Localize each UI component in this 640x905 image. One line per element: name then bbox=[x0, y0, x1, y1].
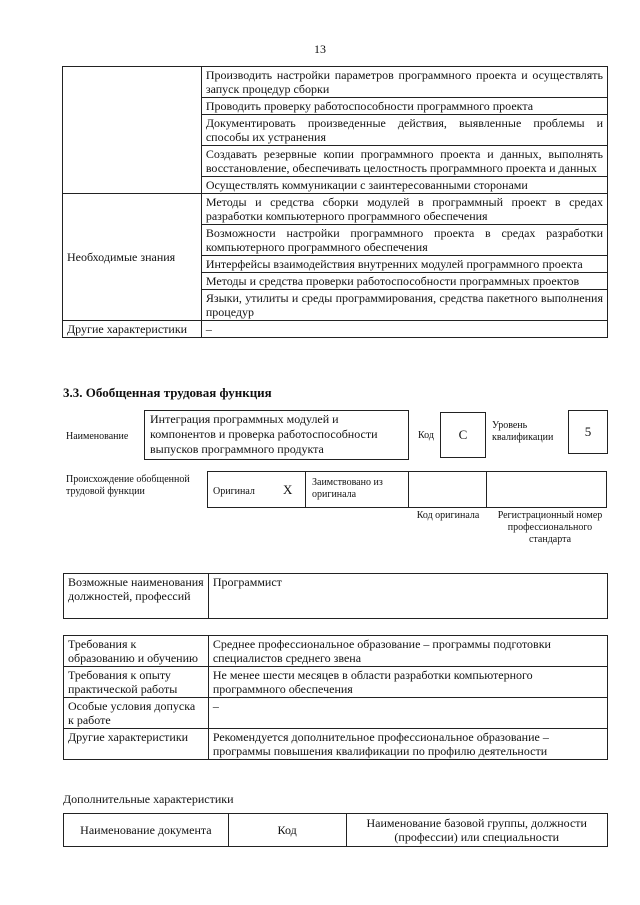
positions-value: Программист bbox=[208, 574, 607, 619]
requirement-label: Требования к опыту практической работы bbox=[64, 667, 209, 698]
requirements-table bbox=[63, 635, 608, 760]
name-label: Наименование bbox=[66, 431, 129, 442]
positions-table bbox=[63, 573, 608, 619]
function-name: Интеграция программных модулей и компонентов и проверка работоспособности выпусков программного продукта bbox=[144, 410, 409, 460]
action-item: Документировать произведенные действия, выявленные проблемы и способы их устранения bbox=[201, 115, 607, 146]
additional-table bbox=[63, 813, 608, 847]
code-value: C bbox=[440, 412, 486, 458]
code-label: Код bbox=[418, 430, 434, 441]
level-value: 5 bbox=[568, 410, 608, 454]
knowledge-item: Интерфейсы взаимодействия внутренних модулей программного проекта bbox=[201, 256, 607, 273]
knowledge-label: Необходимые знания bbox=[63, 194, 202, 321]
borrowed-label: Заимствовано из оригинала bbox=[312, 477, 383, 500]
table-row bbox=[63, 321, 608, 338]
divider bbox=[408, 471, 409, 508]
requirement-value: – bbox=[208, 698, 607, 729]
action-item: Создавать резервные копии программного проекта и данных, выполнять восстановление, обеспечивать целостность программного проекта и данных bbox=[201, 146, 607, 177]
col-code: Код bbox=[228, 814, 346, 847]
original-label: Оригинал bbox=[213, 486, 255, 497]
origin-frame bbox=[207, 471, 607, 508]
action-item: Проводить проверку работоспособности программного проекта bbox=[201, 98, 607, 115]
knowledge-item: Языки, утилиты и среды программирования, средства пакетного выполнения процедур bbox=[201, 290, 607, 321]
other-value: – bbox=[201, 321, 607, 338]
knowledge-item: Методы и средства сборки модулей в программный проект в средах разработки компьютерного программного обеспечения bbox=[201, 194, 607, 225]
divider bbox=[486, 471, 487, 508]
table-row bbox=[64, 814, 608, 847]
actions-label-cell bbox=[63, 67, 202, 194]
section-title: 3.3. Обобщенная трудовая функция bbox=[63, 385, 272, 400]
other-label: Другие характеристики bbox=[63, 321, 202, 338]
reg-caption: Регистрационный номер профессионального стандарта bbox=[497, 510, 603, 545]
table-row bbox=[63, 67, 608, 98]
original-mark: X bbox=[283, 482, 293, 497]
table-row bbox=[64, 574, 608, 619]
page-number: 13 bbox=[314, 42, 326, 56]
col-group-name: Наименование базовой группы, должности (профессии) или специальности bbox=[346, 814, 608, 847]
action-item: Осуществлять коммуникации с заинтересованными сторонами bbox=[201, 177, 607, 194]
table-row bbox=[64, 636, 608, 667]
divider bbox=[305, 471, 306, 508]
positions-label: Возможные наименования должностей, профессий bbox=[64, 574, 209, 619]
knowledge-item: Возможности настройки программного проекта в средах разработки компьютерного программного обеспечения bbox=[201, 225, 607, 256]
knowledge-item: Методы и средства проверки работоспособности программных проектов bbox=[201, 273, 607, 290]
table-row bbox=[64, 729, 608, 760]
code-caption: Код оригинала bbox=[416, 510, 480, 521]
requirement-label: Требования к образованию и обучению bbox=[64, 636, 209, 667]
col-doc-name: Наименование документа bbox=[64, 814, 229, 847]
additional-title: Дополнительные характеристики bbox=[63, 792, 234, 806]
requirement-label: Другие характеристики bbox=[64, 729, 209, 760]
action-item: Производить настройки параметров программного проекта и осуществлять запуск процедур сборки bbox=[201, 67, 607, 98]
requirement-value: Не менее шести месяцев в области разработки компьютерного программного обеспечения bbox=[208, 667, 607, 698]
table-row bbox=[63, 194, 608, 225]
requirement-value: Рекомендуется дополнительное профессиональное образование – программы повышения квалификации по профилю деятельности bbox=[208, 729, 607, 760]
table-row bbox=[64, 667, 608, 698]
origin-label: Происхождение обобщенной трудовой функции bbox=[66, 474, 190, 497]
requirement-value: Среднее профессиональное образование – программы подготовки специалистов среднего звена bbox=[208, 636, 607, 667]
level-label: Уровень квалификации bbox=[492, 420, 554, 443]
skills-table bbox=[62, 66, 608, 338]
table-row bbox=[64, 698, 608, 729]
requirement-label: Особые условия допуска к работе bbox=[64, 698, 209, 729]
